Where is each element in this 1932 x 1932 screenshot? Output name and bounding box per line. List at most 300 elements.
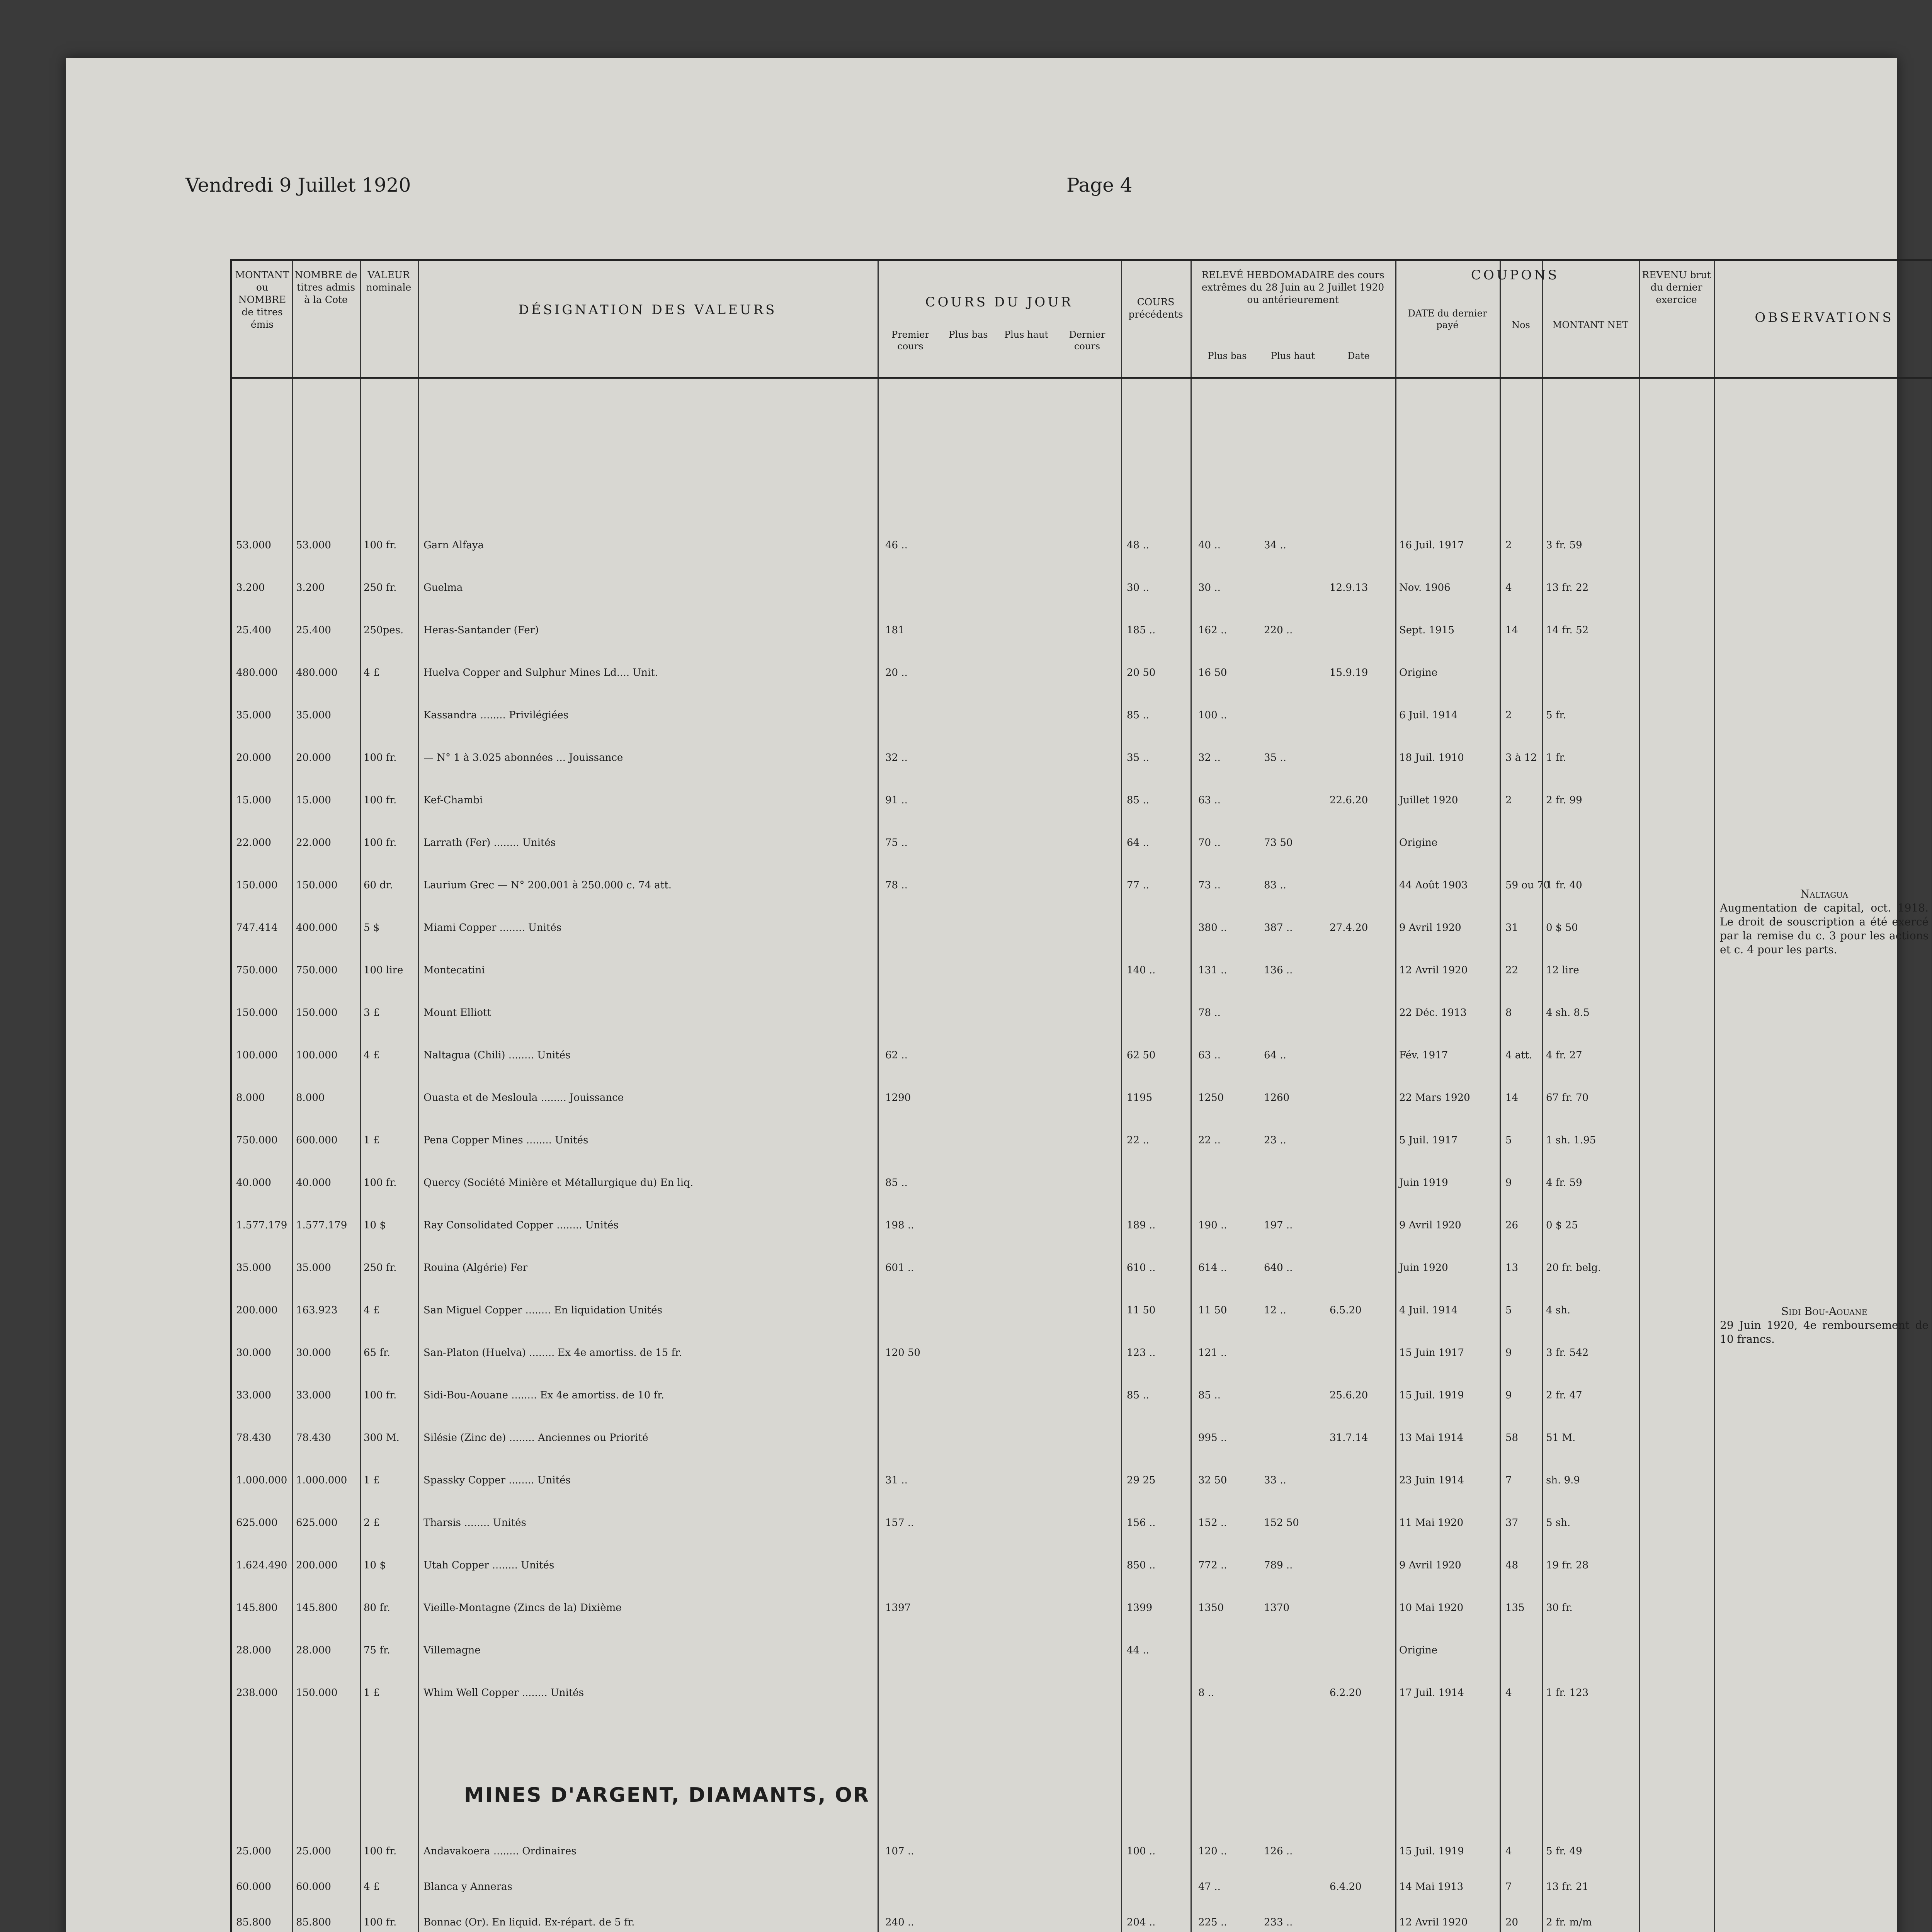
precedent-cell: 85 .. — [1127, 709, 1149, 721]
coupon-date-cell: 22 Mars 1920 — [1399, 1092, 1470, 1104]
coupon-date-cell: Origine — [1399, 1645, 1438, 1656]
precedent-cell: 100 .. — [1127, 1845, 1156, 1857]
designation-cell: Blanca y Anneras — [423, 1881, 512, 1893]
designation-cell: Spassky Copper ........ Unités — [423, 1475, 571, 1486]
premier-cell: 32 .. — [885, 752, 908, 764]
designation-cell: Laurium Grec — N° 200.001 à 250.000 c. 74 att. — [423, 879, 672, 891]
releve-haut-cell: 640 .. — [1264, 1262, 1293, 1274]
coupon-date-cell: 12 Avril 1920 — [1399, 1917, 1468, 1928]
page-date: Vendredi 9 Juillet 1920 — [185, 174, 411, 196]
coupon-montant-cell: 4 fr. 27 — [1546, 1049, 1582, 1061]
nombre-cell: 150.000 — [296, 1007, 338, 1019]
table-row — [232, 1134, 1932, 1150]
coupon-no-cell: 5 — [1505, 1134, 1512, 1146]
coupon-montant-cell: 4 fr. 59 — [1546, 1177, 1582, 1189]
coupon-montant-cell: 19 fr. 28 — [1546, 1560, 1589, 1571]
nombre-cell: 480.000 — [296, 667, 338, 679]
montant-cell: 85.800 — [236, 1917, 271, 1928]
releve-haut-cell: 220 .. — [1264, 624, 1293, 636]
montant-cell: 200.000 — [236, 1304, 278, 1316]
premier-cell: 157 .. — [885, 1517, 914, 1529]
observation-text: Augmentation de capital, oct. 1918. Le droit de souscription a été exercé par la remise du c. 3 pour les actions et c. 4 pour les parts. — [1720, 901, 1929, 956]
valeur-cell: 65 fr. — [364, 1347, 390, 1359]
releve-haut-cell: 136 .. — [1264, 964, 1293, 976]
releve-bas-cell: 11 50 — [1198, 1304, 1227, 1316]
premier-cell: 31 .. — [885, 1475, 908, 1486]
nombre-cell: 22.000 — [296, 837, 331, 849]
valeur-cell: 100 fr. — [364, 539, 397, 551]
montant-cell: 1.577.179 — [236, 1219, 287, 1231]
designation-cell: Montecatini — [423, 964, 485, 976]
coupon-date-cell: 14 Mai 1913 — [1399, 1881, 1464, 1893]
premier-cell: 78 .. — [885, 879, 908, 891]
header-r-plus-bas: Plus bas — [1208, 350, 1247, 361]
coupon-no-cell: 9 — [1505, 1347, 1512, 1359]
releve-haut-cell: 789 .. — [1264, 1560, 1293, 1571]
coupon-montant-cell: 1 fr. 123 — [1546, 1687, 1589, 1699]
nombre-cell: 100.000 — [296, 1049, 338, 1061]
releve-bas-cell: 225 .. — [1198, 1917, 1227, 1928]
coupon-date-cell: Fév. 1917 — [1399, 1049, 1448, 1061]
releve-bas-cell: 131 .. — [1198, 964, 1227, 976]
coupon-no-cell: 37 — [1505, 1517, 1519, 1529]
precedent-cell: 22 .. — [1127, 1134, 1149, 1146]
designation-cell: Bonnac (Or). En liquid. Ex-répart. de 5 fr. — [423, 1917, 635, 1928]
observation-note — [1720, 887, 1929, 957]
montant-cell: 25.400 — [236, 624, 271, 636]
valeur-cell: 4 £ — [364, 1881, 380, 1893]
header-releve: RELEVÉ HEBDOMADAIRE des cours extrêmes du 28 Juin au 2 Juillet 1920 ou antérieurement — [1201, 269, 1384, 305]
releve-bas-cell: 100 .. — [1198, 709, 1227, 721]
releve-haut-cell: 73 50 — [1264, 837, 1293, 849]
designation-cell: Vieille-Montagne (Zincs de la) Dixième — [423, 1602, 622, 1614]
coupon-date-cell: Origine — [1399, 667, 1438, 679]
coupon-montant-cell: 1 fr. 40 — [1546, 879, 1582, 891]
releve-bas-cell: 85 .. — [1198, 1389, 1221, 1401]
designation-cell: Villemagne — [423, 1645, 481, 1656]
precedent-cell: 29 25 — [1127, 1475, 1156, 1486]
precedent-cell: 140 .. — [1127, 964, 1156, 976]
coupon-no-cell: 48 — [1505, 1560, 1519, 1571]
releve-bas-cell: 8 .. — [1198, 1687, 1214, 1699]
releve-haut-cell: 1370 — [1264, 1602, 1290, 1614]
releve-haut-cell: 64 .. — [1264, 1049, 1286, 1061]
header-precedents: COURS précédents — [1128, 296, 1183, 320]
montant-cell: 35.000 — [236, 1262, 271, 1274]
table-row — [232, 1007, 1932, 1022]
releve-date-cell: 6.4.20 — [1330, 1881, 1362, 1893]
montant-cell: 60.000 — [236, 1881, 271, 1893]
valeur-cell: 80 fr. — [364, 1602, 390, 1614]
releve-bas-cell: 32 .. — [1198, 752, 1221, 764]
quotation-table — [230, 259, 1932, 1932]
coupon-date-cell: Nov. 1906 — [1399, 582, 1451, 594]
montant-cell: 750.000 — [236, 1134, 278, 1146]
coupon-no-cell: 9 — [1505, 1389, 1512, 1401]
table-header — [232, 261, 1932, 379]
releve-bas-cell: 190 .. — [1198, 1219, 1227, 1231]
precedent-cell: 62 50 — [1127, 1049, 1156, 1061]
coupon-montant-cell: 5 sh. — [1546, 1517, 1571, 1529]
header-plus-bas: Plus bas — [949, 329, 988, 340]
header-cours-du-jour: COURS DU JOUR — [925, 294, 1073, 310]
coupon-date-cell: 4 Juil. 1914 — [1399, 1304, 1458, 1316]
observation-note — [1720, 1304, 1929, 1346]
table-row — [232, 1917, 1932, 1932]
premier-cell: 601 .. — [885, 1262, 914, 1274]
releve-date-cell: 25.6.20 — [1330, 1389, 1368, 1401]
montant-cell: 15.000 — [236, 794, 271, 806]
coupon-montant-cell: 13 fr. 21 — [1546, 1881, 1589, 1893]
valeur-cell: 10 $ — [364, 1560, 386, 1571]
nombre-cell: 40.000 — [296, 1177, 331, 1189]
premier-cell: 20 .. — [885, 667, 908, 679]
designation-cell: Pena Copper Mines ........ Unités — [423, 1134, 588, 1146]
table-row — [232, 539, 1932, 555]
header-premier: Premier cours — [891, 329, 929, 352]
designation-cell: Utah Copper ........ Unités — [423, 1560, 554, 1571]
designation-cell: Heras-Santander (Fer) — [423, 624, 539, 636]
coupon-date-cell: 9 Avril 1920 — [1399, 922, 1461, 934]
coupon-no-cell: 20 — [1505, 1917, 1519, 1928]
premier-cell: 46 .. — [885, 539, 908, 551]
valeur-cell: 100 fr. — [364, 1177, 397, 1189]
precedent-cell: 44 .. — [1127, 1645, 1149, 1656]
nombre-cell: 35.000 — [296, 709, 331, 721]
releve-bas-cell: 22 .. — [1198, 1134, 1221, 1146]
montant-cell: 30.000 — [236, 1347, 271, 1359]
coupon-no-cell: 5 — [1505, 1304, 1512, 1316]
coupon-date-cell: 5 Juil. 1917 — [1399, 1134, 1458, 1146]
header-plus-haut: Plus haut — [1004, 329, 1049, 340]
header-montant: MONTANT ou NOMBRE de titres émis — [235, 269, 289, 330]
coupon-montant-cell: 30 fr. — [1546, 1602, 1573, 1614]
releve-bas-cell: 995 .. — [1198, 1432, 1227, 1444]
coupon-no-cell: 7 — [1505, 1475, 1512, 1486]
montant-cell: 33.000 — [236, 1389, 271, 1401]
coupon-date-cell: Juin 1920 — [1399, 1262, 1448, 1274]
coupon-date-cell: 44 Août 1903 — [1399, 879, 1468, 891]
premier-cell: 181 — [885, 624, 905, 636]
montant-cell: 145.800 — [236, 1602, 278, 1614]
page-number: Page 4 — [1066, 174, 1133, 196]
designation-cell: Andavakoera ........ Ordinaires — [423, 1845, 577, 1857]
coupon-date-cell: Juin 1919 — [1399, 1177, 1448, 1189]
releve-date-cell: 31.7.14 — [1330, 1432, 1368, 1444]
header-valeur: VALEUR nominale — [366, 269, 412, 293]
coupon-no-cell: 31 — [1505, 922, 1519, 934]
releve-bas-cell: 121 .. — [1198, 1347, 1227, 1359]
premier-cell: 91 .. — [885, 794, 908, 806]
precedent-cell: 850 .. — [1127, 1560, 1156, 1571]
precedent-cell: 1399 — [1127, 1602, 1153, 1614]
nombre-cell: 200.000 — [296, 1560, 338, 1571]
coupon-montant-cell: 1 sh. 1.95 — [1546, 1134, 1596, 1146]
table-row — [232, 1881, 1932, 1896]
montant-cell: 22.000 — [236, 837, 271, 849]
nombre-cell: 15.000 — [296, 794, 331, 806]
coupon-montant-cell: 5 fr. — [1546, 709, 1566, 721]
coupon-date-cell: 17 Juil. 1914 — [1399, 1687, 1464, 1699]
designation-cell: Miami Copper ........ Unités — [423, 922, 562, 934]
valeur-cell: 4 £ — [364, 667, 380, 679]
coupon-date-cell: 15 Juil. 1919 — [1399, 1389, 1464, 1401]
nombre-cell: 150.000 — [296, 879, 338, 891]
precedent-cell: 123 .. — [1127, 1347, 1156, 1359]
valeur-cell: 100 fr. — [364, 794, 397, 806]
valeur-cell: 1 £ — [364, 1134, 380, 1146]
table-row — [232, 1049, 1932, 1065]
coupon-montant-cell: 13 fr. 22 — [1546, 582, 1589, 594]
nombre-cell: 28.000 — [296, 1645, 331, 1656]
section-title: MINES D'ARGENT, DIAMANTS, OR — [464, 1784, 870, 1807]
precedent-cell: 11 50 — [1127, 1304, 1156, 1316]
valeur-cell: 100 fr. — [364, 837, 397, 849]
releve-bas-cell: 32 50 — [1198, 1475, 1227, 1486]
table-row — [232, 1177, 1932, 1192]
designation-cell: Guelma — [423, 582, 463, 594]
coupon-montant-cell: 12 lire — [1546, 964, 1579, 976]
valeur-cell: 60 dr. — [364, 879, 393, 891]
nombre-cell: 150.000 — [296, 1687, 338, 1699]
valeur-cell: 1 £ — [364, 1687, 380, 1699]
table-row — [232, 1219, 1932, 1235]
coupon-date-cell: Sept. 1915 — [1399, 624, 1454, 636]
releve-bas-cell: 16 50 — [1198, 667, 1227, 679]
table-row — [232, 1389, 1932, 1405]
designation-cell: Ray Consolidated Copper ........ Unités — [423, 1219, 619, 1231]
newspaper-page — [66, 58, 1929, 1932]
coupon-montant-cell: 1 fr. — [1546, 752, 1566, 764]
precedent-cell: 30 .. — [1127, 582, 1149, 594]
table-row — [232, 1475, 1932, 1490]
montant-cell: 480.000 — [236, 667, 278, 679]
coupon-montant-cell: 3 fr. 59 — [1546, 539, 1582, 551]
releve-bas-cell: 40 .. — [1198, 539, 1221, 551]
montant-cell: 78.430 — [236, 1432, 271, 1444]
coupon-montant-cell: 3 fr. 542 — [1546, 1347, 1589, 1359]
precedent-cell: 85 .. — [1127, 794, 1149, 806]
precedent-cell: 189 .. — [1127, 1219, 1156, 1231]
valeur-cell: 100 fr. — [364, 752, 397, 764]
designation-cell: Sidi-Bou-Aouane ........ Ex 4e amortiss. de 10 fr. — [423, 1389, 665, 1401]
premier-cell: 85 .. — [885, 1177, 908, 1189]
table-row — [232, 879, 1932, 895]
coupon-date-cell: 12 Avril 1920 — [1399, 964, 1468, 976]
header-r-date: Date — [1347, 350, 1370, 361]
valeur-cell: 5 $ — [364, 922, 380, 934]
premier-cell: 1290 — [885, 1092, 911, 1104]
coupon-montant-cell: 5 fr. 49 — [1546, 1845, 1582, 1857]
premier-cell: 62 .. — [885, 1049, 908, 1061]
releve-date-cell: 12.9.13 — [1330, 582, 1368, 594]
montant-cell: 100.000 — [236, 1049, 278, 1061]
designation-cell: Kef-Chambi — [423, 794, 483, 806]
releve-date-cell: 15.9.19 — [1330, 667, 1368, 679]
nombre-cell: 400.000 — [296, 922, 338, 934]
nombre-cell: 625.000 — [296, 1517, 338, 1529]
valeur-cell: 1 £ — [364, 1475, 380, 1486]
valeur-cell: 100 fr. — [364, 1917, 397, 1928]
nombre-cell: 8.000 — [296, 1092, 325, 1104]
precedent-cell: 156 .. — [1127, 1517, 1156, 1529]
table-row — [232, 1560, 1932, 1575]
nombre-cell: 25.000 — [296, 1845, 331, 1857]
premier-cell: 198 .. — [885, 1219, 914, 1231]
designation-cell: Rouina (Algérie) Fer — [423, 1262, 528, 1274]
montant-cell: 150.000 — [236, 879, 278, 891]
designation-cell: San Miguel Copper ........ En liquidation Unités — [423, 1304, 662, 1316]
precedent-cell: 77 .. — [1127, 879, 1149, 891]
table-row — [232, 1304, 1932, 1320]
designation-cell: Tharsis ........ Unités — [423, 1517, 526, 1529]
coupon-no-cell: 22 — [1505, 964, 1519, 976]
header-coupons: COUPONS — [1471, 267, 1560, 283]
precedent-cell: 185 .. — [1127, 624, 1156, 636]
valeur-cell: 250 fr. — [364, 1262, 397, 1274]
valeur-cell: 100 fr. — [364, 1845, 397, 1857]
designation-cell: Kassandra ........ Privilégiées — [423, 709, 569, 721]
header-revenu: REVENU brut du dernier exercice — [1642, 269, 1711, 305]
montant-cell: 35.000 — [236, 709, 271, 721]
releve-date-cell: 6.2.20 — [1330, 1687, 1362, 1699]
montant-cell: 25.000 — [236, 1845, 271, 1857]
header-dernier: Dernier cours — [1069, 329, 1105, 352]
table-row — [232, 1687, 1932, 1702]
montant-cell: 8.000 — [236, 1092, 265, 1104]
coupon-montant-cell: 51 M. — [1546, 1432, 1576, 1444]
nombre-cell: 85.800 — [296, 1917, 331, 1928]
designation-cell: Silésie (Zinc de) ........ Anciennes ou Priorité — [423, 1432, 648, 1444]
valeur-cell: 10 $ — [364, 1219, 386, 1231]
nombre-cell: 3.200 — [296, 582, 325, 594]
valeur-cell: 4 £ — [364, 1049, 380, 1061]
releve-bas-cell: 47 .. — [1198, 1881, 1221, 1893]
valeur-cell: 250 fr. — [364, 582, 397, 594]
observation-title: Sidi Bou-Aouane — [1781, 1305, 1867, 1318]
table-row — [232, 709, 1932, 725]
coupon-montant-cell: 0 $ 50 — [1546, 922, 1578, 934]
coupon-montant-cell: 0 $ 25 — [1546, 1219, 1578, 1231]
releve-bas-cell: 78 .. — [1198, 1007, 1221, 1019]
coupon-no-cell: 14 — [1505, 624, 1519, 636]
releve-bas-cell: 73 .. — [1198, 879, 1221, 891]
nombre-cell: 163.923 — [296, 1304, 338, 1316]
observation-text: 29 Juin 1920, 4e remboursement de 10 francs. — [1720, 1319, 1929, 1345]
header-c-montant: MONTANT NET — [1552, 320, 1629, 330]
coupon-montant-cell: 20 fr. belg. — [1546, 1262, 1601, 1274]
table-row — [232, 922, 1932, 937]
montant-cell: 150.000 — [236, 1007, 278, 1019]
designation-cell: Larrath (Fer) ........ Unités — [423, 837, 556, 849]
nombre-cell: 78.430 — [296, 1432, 331, 1444]
coupon-montant-cell: 14 fr. 52 — [1546, 624, 1589, 636]
montant-cell: 40.000 — [236, 1177, 271, 1189]
coupon-date-cell: 9 Avril 1920 — [1399, 1219, 1461, 1231]
releve-bas-cell: 1250 — [1198, 1092, 1224, 1104]
nombre-cell: 1.000.000 — [296, 1475, 347, 1486]
coupon-date-cell: 6 Juil. 1914 — [1399, 709, 1458, 721]
header-c-date: DATE du dernier payé — [1408, 308, 1487, 330]
nombre-cell: 35.000 — [296, 1262, 331, 1274]
montant-cell: 53.000 — [236, 539, 271, 551]
table-row — [232, 1517, 1932, 1532]
table-row — [232, 1347, 1932, 1362]
nombre-cell: 33.000 — [296, 1389, 331, 1401]
coupon-date-cell: Juillet 1920 — [1399, 794, 1458, 806]
valeur-cell: 300 M. — [364, 1432, 400, 1444]
releve-haut-cell: 35 .. — [1264, 752, 1286, 764]
precedent-cell: 85 .. — [1127, 1389, 1149, 1401]
montant-cell: 238.000 — [236, 1687, 278, 1699]
precedent-cell: 20 50 — [1127, 667, 1156, 679]
coupon-no-cell: 4 — [1505, 582, 1512, 594]
coupon-no-cell: 7 — [1505, 1881, 1512, 1893]
table-row — [232, 624, 1932, 640]
premier-cell: 120 50 — [885, 1347, 920, 1359]
header-c-no: Nos — [1512, 320, 1530, 330]
designation-cell: Quercy (Société Minière et Métallurgique du) En liq. — [423, 1177, 694, 1189]
table-row — [232, 1602, 1932, 1617]
coupon-no-cell: 4 — [1505, 1845, 1512, 1857]
releve-bas-cell: 120 .. — [1198, 1845, 1227, 1857]
designation-cell: Huelva Copper and Sulphur Mines Ld.... Unit. — [423, 667, 658, 679]
releve-bas-cell: 772 .. — [1198, 1560, 1227, 1571]
releve-haut-cell: 34 .. — [1264, 539, 1286, 551]
nombre-cell: 30.000 — [296, 1347, 331, 1359]
montant-cell: 1.000.000 — [236, 1475, 287, 1486]
table-row — [232, 1092, 1932, 1107]
premier-cell: 75 .. — [885, 837, 908, 849]
coupon-date-cell: 11 Mai 1920 — [1399, 1517, 1464, 1529]
montant-cell: 28.000 — [236, 1645, 271, 1656]
coupon-no-cell: 59 ou 70 — [1505, 879, 1550, 891]
montant-cell: 20.000 — [236, 752, 271, 764]
coupon-montant-cell: 2 fr. m/m — [1546, 1917, 1592, 1928]
valeur-cell: 100 lire — [364, 964, 403, 976]
releve-haut-cell: 12 .. — [1264, 1304, 1286, 1316]
precedent-cell: 35 .. — [1127, 752, 1149, 764]
releve-date-cell: 6.5.20 — [1330, 1304, 1362, 1316]
releve-haut-cell: 197 .. — [1264, 1219, 1293, 1231]
montant-cell: 747.414 — [236, 922, 278, 934]
designation-cell: Ouasta et de Mesloula ........ Jouissance — [423, 1092, 624, 1104]
precedent-cell: 204 .. — [1127, 1917, 1156, 1928]
coupon-no-cell: 4 — [1505, 1687, 1512, 1699]
releve-bas-cell: 63 .. — [1198, 1049, 1221, 1061]
coupon-no-cell: 4 att. — [1505, 1049, 1532, 1061]
valeur-cell: 2 £ — [364, 1517, 380, 1529]
releve-haut-cell: 1260 — [1264, 1092, 1290, 1104]
releve-haut-cell: 83 .. — [1264, 879, 1286, 891]
table-row — [232, 964, 1932, 980]
nombre-cell: 600.000 — [296, 1134, 338, 1146]
table-row — [232, 752, 1932, 767]
coupon-date-cell: 22 Déc. 1913 — [1399, 1007, 1467, 1019]
table-row — [232, 1645, 1932, 1660]
montant-cell: 3.200 — [236, 582, 265, 594]
releve-haut-cell: 126 .. — [1264, 1845, 1293, 1857]
coupon-date-cell: 9 Avril 1920 — [1399, 1560, 1461, 1571]
montant-cell: 1.624.490 — [236, 1560, 287, 1571]
nombre-cell: 750.000 — [296, 964, 338, 976]
header-designation: DÉSIGNATION DES VALEURS — [518, 302, 777, 318]
coupon-montant-cell: 2 fr. 47 — [1546, 1389, 1582, 1401]
designation-cell: Naltagua (Chili) ........ Unités — [423, 1049, 571, 1061]
coupon-date-cell: Origine — [1399, 837, 1438, 849]
premier-cell: 240 .. — [885, 1917, 914, 1928]
releve-bas-cell: 162 .. — [1198, 624, 1227, 636]
